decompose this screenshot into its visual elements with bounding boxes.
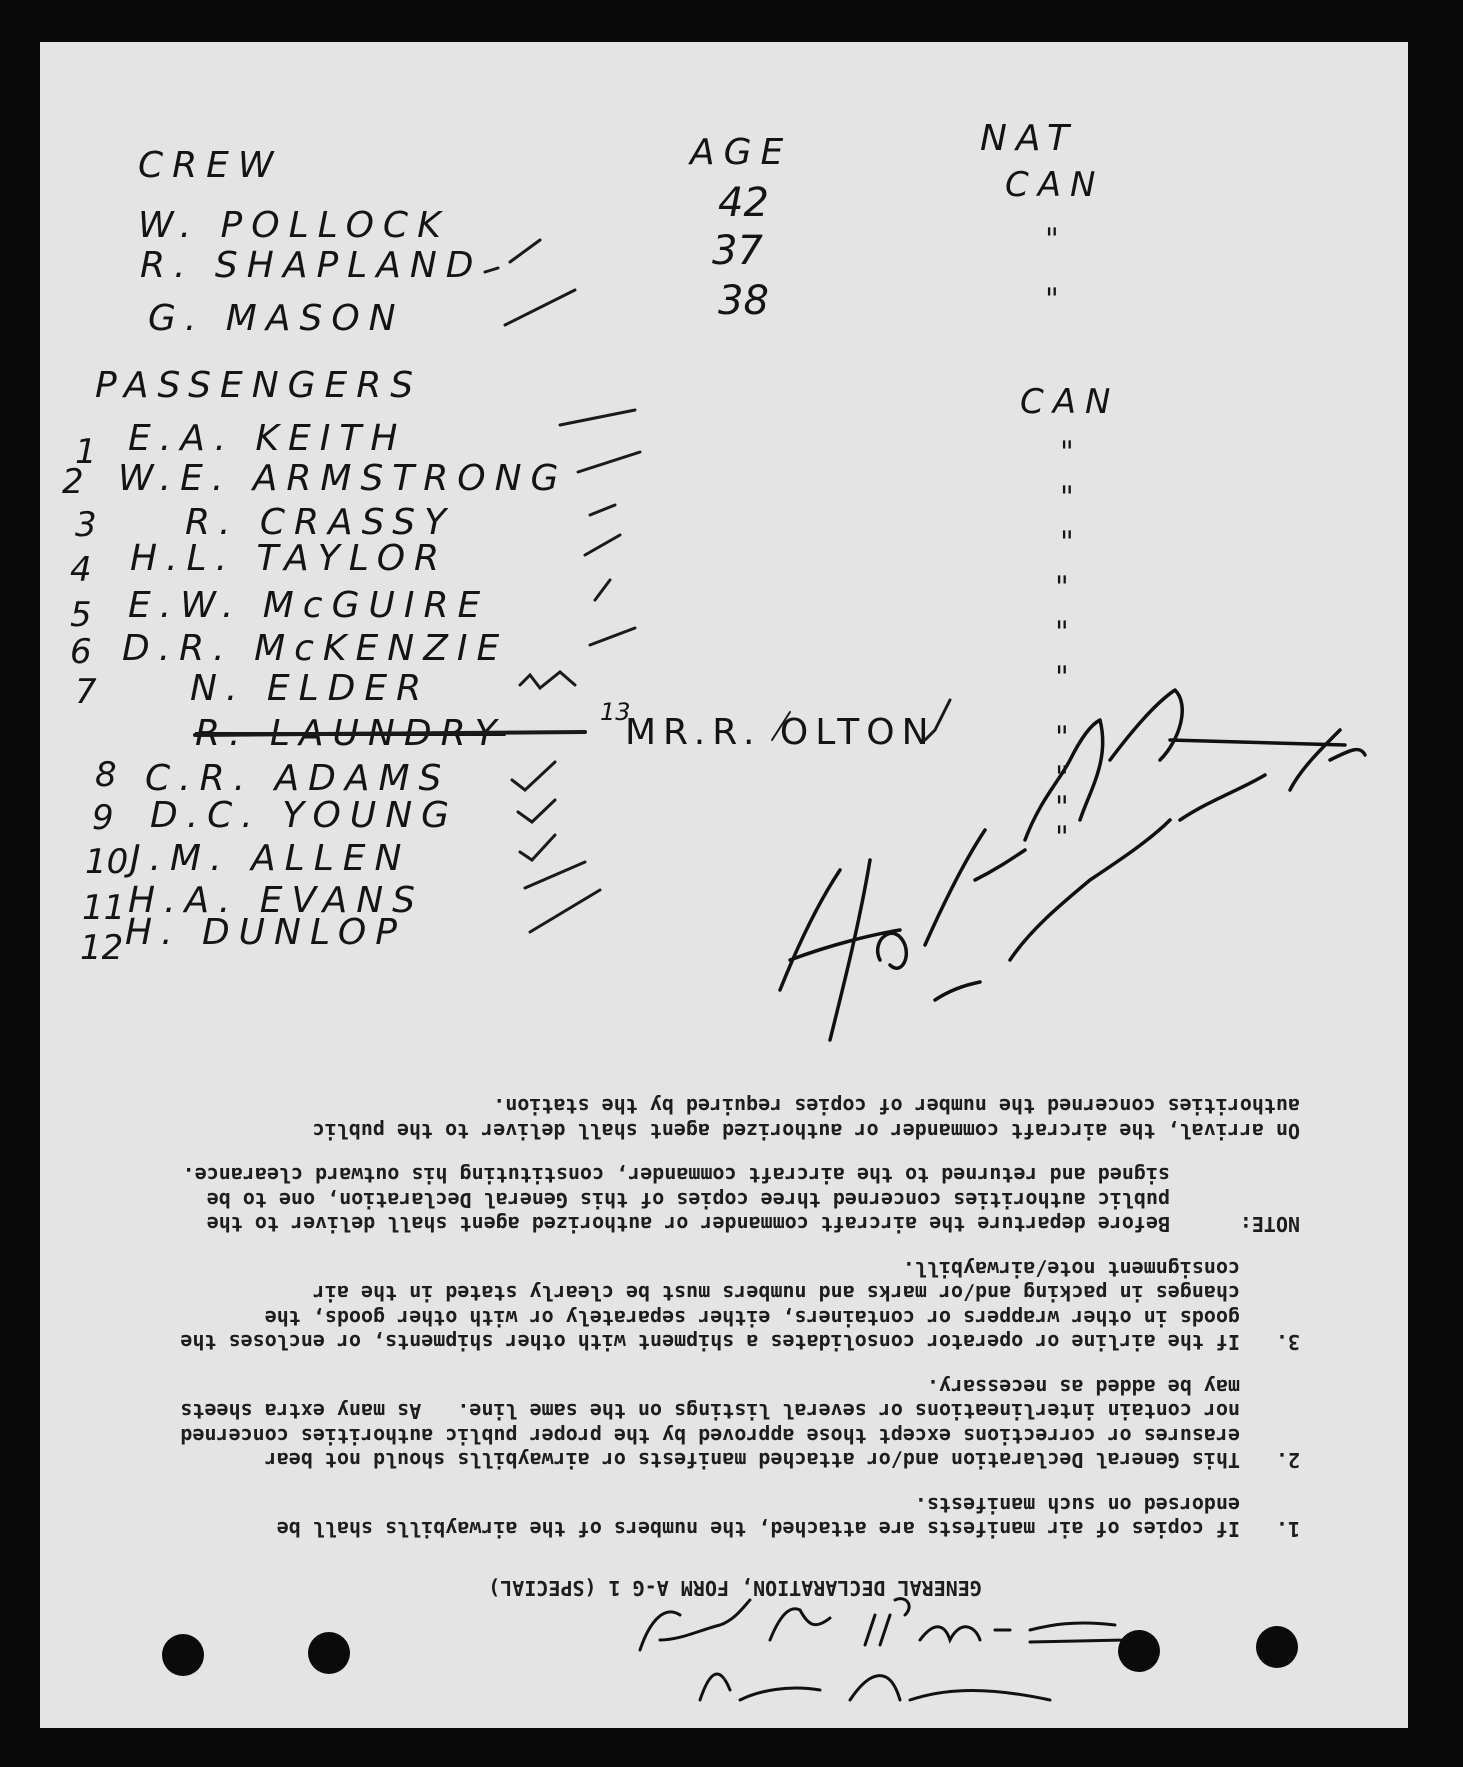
punch-hole xyxy=(308,1632,350,1674)
form-title: GENERAL DECLARATION, FORM A-G 1 (SPECIAL) xyxy=(488,1576,982,1600)
passenger-number: 12 xyxy=(80,928,124,968)
form-item-3: 3. If the airline or operator consolidates a shipment with other shipments, or encloses the goods in other wrappers or containers, either separately or with other goods, the changes in packing and/or marks and numbers must be clearly stated in the air consignment note/airwaybill. xyxy=(168,1257,1300,1355)
form-item-2: 2. This General Declaration and/or attached manifests or airwaybills should not bear erasures or corrections except those approved by the proper public authorities concerned nor contain interlineations or several listings on the same line. As many extra sheets may be added as necessary. xyxy=(168,1375,1300,1473)
passenger-number: 8 xyxy=(95,755,117,795)
passenger-name: H.A. EVANS xyxy=(128,880,425,921)
passenger-name: H. DUNLOP xyxy=(125,912,406,953)
passenger-name: E.A. KEITH xyxy=(128,418,407,459)
nat-heading: NAT xyxy=(980,118,1078,159)
punch-hole xyxy=(1118,1630,1160,1672)
crew-member-age: 42 xyxy=(718,180,769,226)
crew-member-name: W. POLLOCK xyxy=(138,205,450,246)
ditto-mark: " xyxy=(1055,720,1069,755)
ditto-mark: " xyxy=(1060,435,1074,470)
passenger-name: R. CRASSY xyxy=(185,502,456,543)
ditto-mark: " xyxy=(1055,615,1069,650)
ditto-mark: " xyxy=(1055,570,1069,605)
passenger-number: 11 xyxy=(82,888,126,928)
passengers-heading: PASSENGERS xyxy=(95,365,423,406)
passenger-name: E.W. McGUIRE xyxy=(128,585,490,626)
age-heading: AGE xyxy=(690,132,793,173)
crew-member-name: G. MASON xyxy=(148,298,405,339)
form-arrival-text: On arrival, the aircraft commander or authorized agent shall deliver to the public authorities concerned the number of copies required by the station. xyxy=(300,1094,1300,1143)
ditto-mark: " xyxy=(1055,820,1069,855)
crew-member-nat: " xyxy=(1045,282,1059,317)
crew-heading: CREW xyxy=(138,145,283,186)
passenger-number: 4 xyxy=(70,550,92,590)
passenger-name: J.M. ALLEN xyxy=(130,838,411,879)
ditto-mark: " xyxy=(1055,790,1069,825)
passenger-number: 10 xyxy=(85,842,129,882)
ditto-mark: " xyxy=(1060,480,1074,515)
passenger-name: C.R. ADAMS xyxy=(145,758,451,799)
form-item-1: 1. If copies of air manifests are attached, the numbers of the airwaybills shall be endorsed on such manifests. xyxy=(264,1493,1300,1542)
passenger-number: 7 xyxy=(75,672,97,712)
passenger-number: 1 xyxy=(75,432,97,472)
passenger-number: 3 xyxy=(75,505,97,545)
passenger-name: H.L. TAYLOR xyxy=(130,538,449,579)
added-passenger-number: 13 xyxy=(600,698,631,726)
passenger-number: 6 xyxy=(70,632,92,672)
passenger-number: 9 xyxy=(92,798,114,838)
crew-member-nat: " xyxy=(1045,222,1059,257)
passenger-name: D.C. YOUNG xyxy=(150,795,459,836)
ditto-mark: " xyxy=(1060,525,1074,560)
added-passenger-name: MR.R. OLTON xyxy=(625,712,936,753)
form-note: NOTE: Before departure the aircraft commander or authorized agent shall deliver to the public authorities concerned three copies of this General Declaration, one to be signed and returned to the aircraft commander, constituting his outward clearance. xyxy=(182,1163,1300,1237)
passengers-nat-value: CAN xyxy=(1020,382,1120,422)
passenger-name-struck: R. LAUNDRY xyxy=(195,713,506,754)
crew-member-age: 37 xyxy=(712,228,763,274)
passenger-name: D.R. McKENZIE xyxy=(122,628,509,669)
ditto-mark: " xyxy=(1055,760,1069,795)
punch-hole xyxy=(162,1634,204,1676)
passenger-number: 5 xyxy=(70,595,92,635)
passenger-number: 2 xyxy=(62,462,84,502)
punch-hole xyxy=(1256,1626,1298,1668)
passenger-name: N. ELDER xyxy=(190,668,431,709)
crew-member-age: 38 xyxy=(718,278,769,324)
ditto-mark: " xyxy=(1055,660,1069,695)
passenger-name: W.E. ARMSTRONG xyxy=(118,458,568,499)
crew-member-name: R. SHAPLAND xyxy=(140,245,483,286)
crew-nat-value: CAN xyxy=(1005,165,1105,205)
